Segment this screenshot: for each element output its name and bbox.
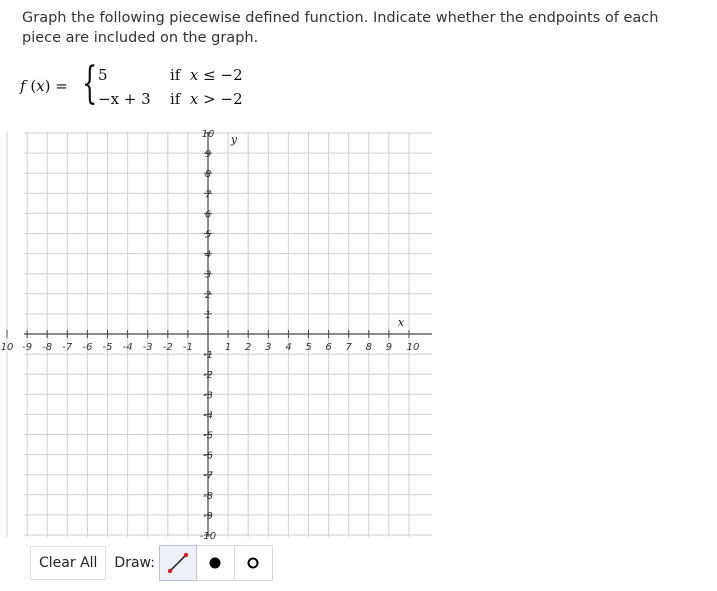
x-tick-label: -3 xyxy=(142,342,153,353)
y-tick-label: 3 xyxy=(204,269,212,281)
clear-all-button[interactable]: Clear All xyxy=(30,546,106,580)
x-tick-label: 5 xyxy=(305,342,312,353)
piece-1-value: −2 xyxy=(220,66,243,84)
x-tick-label: 6 xyxy=(325,342,332,353)
y-tick-label: 7 xyxy=(204,189,212,201)
y-tick-label: -1 xyxy=(203,350,213,362)
x-tick-label: 1 xyxy=(224,342,232,353)
x-tick-label: -7 xyxy=(62,342,73,353)
y-tick-label: -10 xyxy=(199,531,217,542)
draw-label: Draw: xyxy=(114,555,155,571)
y-tick-label: -2 xyxy=(203,370,213,382)
piece-2-op: > xyxy=(203,90,216,108)
x-tick-label: 4 xyxy=(285,342,292,353)
x-tick-label: 8 xyxy=(365,342,372,353)
x-tick-label: -5 xyxy=(102,342,113,353)
x-tick-label: 7 xyxy=(345,342,352,353)
y-tick-label: 1 xyxy=(204,309,212,321)
closed-dot-icon xyxy=(205,553,225,573)
x-tick-label: -4 xyxy=(122,342,133,353)
y-tick-label: -8 xyxy=(203,490,213,502)
x-tick-label: -6 xyxy=(82,342,93,353)
piece-2-var: x xyxy=(189,90,199,108)
question-text: Graph the following piecewise defined function. Indicate whether the endpoints of each piece are included on the graph. xyxy=(22,10,659,46)
x-tick-label: 2 xyxy=(245,342,252,353)
x-tick-label: 3 xyxy=(265,342,272,353)
y-tick-label: 5 xyxy=(204,229,212,241)
y-tick-label: 6 xyxy=(204,209,212,221)
x-tick-label: 10 xyxy=(0,342,14,353)
y-tick-label: 2 xyxy=(204,289,212,301)
x-tick-label: -9 xyxy=(22,342,33,353)
y-tick-label: -4 xyxy=(203,410,213,422)
y-axis-label: y xyxy=(230,133,238,147)
open-dot-tool-button[interactable] xyxy=(235,545,273,581)
line-segment-icon xyxy=(165,550,191,576)
piece-1-var: x xyxy=(189,66,199,84)
left-brace: { xyxy=(82,58,98,109)
x-tick-label: 10 xyxy=(406,342,420,353)
x-axis-label: x xyxy=(397,316,405,329)
x-tick-label: 9 xyxy=(385,342,393,353)
piece-2-expression: −x + 3 xyxy=(98,90,151,108)
function-variable: x xyxy=(36,77,45,95)
piece-1-op: ≤ xyxy=(203,66,216,84)
x-tick-label: -1 xyxy=(182,342,193,353)
closed-dot-tool-button[interactable] xyxy=(197,545,235,581)
line-tool-button[interactable] xyxy=(159,545,197,581)
piece-1-if: if xyxy=(170,66,181,84)
toolbar xyxy=(30,545,273,581)
y-tick-label: 9 xyxy=(204,149,212,161)
x-tick-label: -2 xyxy=(162,342,173,353)
piece-2-value: −2 xyxy=(220,90,243,108)
y-tick-label: 8 xyxy=(204,169,212,181)
function-name: f xyxy=(20,77,26,95)
piece-1-expression: 5 xyxy=(98,66,108,84)
y-tick-label: 4 xyxy=(204,249,212,261)
open-dot-icon xyxy=(243,553,263,573)
y-tick-label: -3 xyxy=(203,390,213,402)
x-tick-label: -8 xyxy=(42,342,53,353)
y-tick-label: 10 xyxy=(201,129,215,140)
y-tick-label: -6 xyxy=(203,450,213,462)
y-tick-label: -5 xyxy=(203,430,213,442)
function-lhs: f (x) = xyxy=(20,77,68,95)
piece-2-if: if xyxy=(170,90,181,108)
y-tick-label: -9 xyxy=(203,510,213,522)
y-tick-label: -7 xyxy=(203,470,213,482)
